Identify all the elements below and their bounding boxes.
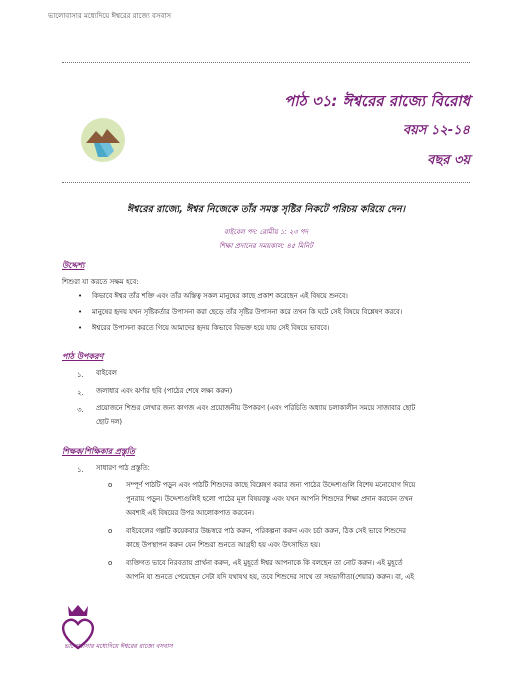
mountain-logo-icon [80,117,126,163]
year-label: বছর ৩য় [427,153,470,168]
material-item: বাইবেল [96,369,117,377]
prep-item-line: কাছে উপস্থাপন করুন যেন শিশুরা শুনতে আগ্রহী হয় এবং উৎসাহিত হয়। [126,541,321,549]
objectives-lead: শিশুরা যা করতে সক্ষম হবে: [62,278,139,286]
prep-subheading: সাধারণ পাঠ প্রস্তুতি: [96,464,150,472]
material-item: জলাধার এবং ঝর্ণার ছবি (পাঠের শেষে লক্ষ্য করুন) [96,387,233,395]
age-range: বয়স ১২-১৪ [402,123,470,138]
lesson-title: পাঠ ৩১: ঈশ্বরের রাজ্যে বিরোধ [284,92,470,110]
objectives-heading: উদ্দেশ্য [62,261,85,270]
prep-heading: শিক্ষক/শিক্ষিকার প্রস্তুতি [62,447,135,456]
material-item: প্রয়োজনে শিশুর লেখার জন্য কাগজ এবং প্রয়োজনীয় উপকরণ (এবং পরিচিতি অধ্যায় চলাকালীন সময়ে সাজাবার ছোট [96,404,416,412]
bullet-icon: • [78,308,83,316]
list-number: ২. [77,389,84,397]
objective-item: মানুষের হৃদয় যখন সৃষ্টিকর্তার উপাসনা করা ছেড়ে তাঁর সৃষ্টির উপাসনা করে তখন কি ঘটে সেই বিষয়ে বিশ্লেষণ করবে। [92,308,403,316]
material-item-continued: ছোট দল) [96,418,122,426]
list-number: ১. [77,466,84,474]
prep-item-line: অবশ্যই এই বিষয়ের উপর আলোকপাত করবেন। [126,509,254,517]
prep-item-line: বাইবেলের গল্পটি কয়েকবার উচ্চস্বরে পাঠ করুন, পরিকল্পনা করুন এবং চর্চা করুন, ঠিক সেই ভাবে শিশুদের [126,527,406,535]
objective-item: ঈশ্বরের উপাসনা করতে গিয়ে আমাদের হৃদয় কিভাবে বিভক্ত হয়ে যায় সেই বিষয়ে ভাববে। [92,324,330,332]
running-header: ভালোবাসার মধ্যেদিয়ে ঈশ্বরের রাজ্যে বসবাস [48,12,172,20]
prep-item-line: ব্যক্তিগত ভাবে নিরবতায় প্রার্থনা করুন, এই মুহূর্তে ঈশ্বর আপনাকে কি বলছেন তা নোট করুন। এই মুহূর্তে [126,559,403,567]
prep-item-line: পুনরায় পড়ুন। উদ্দেশ্যগুলিই হলো পাঠের মূল বিষয়বস্তু এবং যখন আপনি শিশুদের শিক্ষা প্রদান করবেন তখন [126,495,413,503]
divider [62,182,470,183]
bullet-icon: • [78,324,83,332]
list-number: ১. [77,371,84,379]
materials-heading: পাঠ উপকরণ [62,352,104,361]
objective-item: কিভাবে ঈশ্বর তাঁর শক্তি এবং তাঁর অস্তিত্ব সকল মানুষের কাছে প্রকাশ করেছেন এই বিষয়ে শুনবে। [92,292,348,300]
prep-item-line: আপনি যা শুনতে পেয়েছেন সেটা যদি যথাযথ হয়, তবে শিশুদের সাথে তা সহভাগীতা(শেয়ার) করুন। বা, এই [126,573,414,581]
circle-bullet-icon: o [108,559,113,567]
circle-bullet-icon: o [108,527,113,535]
bible-verse: বাইবেল পদ: রোমীয় ১: ২৩ পদ [223,228,309,236]
lesson-theme: ঈশ্বরের রাজ্যে, ঈশ্বর নিজেকে তাঁর সমস্ত সৃষ্টির নিকটে পরিচয় করিয়ে দেন। [126,204,406,215]
lesson-duration: শিক্ষা প্রদানের সময়কাল: ৪৫ মিনিট [219,242,313,250]
footer-text: ভালোবাসার মধ্যেদিয়ে ঈশ্বরের রাজ্যে বসবাস [64,643,173,650]
divider [62,62,470,63]
list-number: ৩. [77,406,84,414]
bullet-icon: • [78,292,83,300]
prep-item-line: সম্পূর্ণ পাঠটি পড়ুন এবং পাঠটি শিশুদের কাছে বিশ্লেষণ করার জন্য পাঠের উদ্দেশ্যগুলি বিশেষ মনোযোগ দিয়ে [126,481,416,489]
circle-bullet-icon: o [108,481,113,489]
